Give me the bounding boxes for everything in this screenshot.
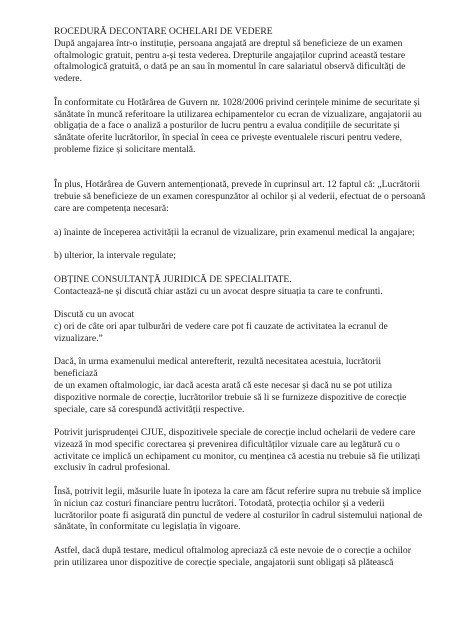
consultation-text: Contactează-ne și discută chiar astăzi cu un avocat despre situația ta care te confrunti. — [54, 285, 383, 297]
list-item-a: a) înainte de începerea activității la ecranul de vizualizare, prin examenul medical la angajare; — [54, 226, 415, 238]
eye-exam-paragraph: Dacă, în urma examenului medical anterefterit, rezultă necesitatea acestuia, lucrătorii beneficiază de un examen oftalmologic, iar dacă acesta arată că este necesar și dacă nu se pot utiliza dispozitive normale de corecție, lucrătorilor trebuie să li se furnizeze dispozitive de corecție speciale, care să corespundă activității respective. — [54, 356, 407, 415]
employer-obligation-paragraph: Astfel, dacă după testare, medicul oftalmolog apreciază că este nevoie de o corecție a ochilor prin utilizarea unor dispozitive de corecție speciale, angajatorii sunt obligați să plătească — [54, 545, 411, 568]
consultation-heading: OBȚINE CONSULTANȚĂ JURIDICĂ DE SPECIALITATE. — [54, 273, 292, 285]
legal-basis-paragraph: În conformitate cu Hotărârea de Guvern nr. 1028/2006 privind cerințele minime de securitate și sănătate în muncă referitoare la utilizarea echipamentelor cu ecran de vizualizare, angajatorii au obligația de a face o analiză a posturilor de lucru pentru a evalua condițiile de securitate și sănătate oferite lucrătorilor, în special în ceea ce privește eventualele riscuri pentru vedere, probleme fizice și solicitare mentală. — [54, 96, 422, 155]
list-item-c: c) ori de câte ori apar tulburări de vedere care pot fi cauzate de activitatea la ecranul de vizualizare.” — [54, 320, 388, 344]
spacer — [54, 415, 426, 427]
spacer — [54, 215, 426, 227]
document-page — [54, 26, 426, 569]
spacer — [54, 474, 426, 486]
discuss-lawyer-link[interactable]: Discută cu un avocat — [54, 309, 135, 321]
spacer — [54, 156, 426, 180]
spacer — [54, 85, 426, 97]
spacer — [54, 533, 426, 545]
intro-paragraph: După angajarea într-o instituție, persoana angajată are dreptul să beneficieze de un examen oftalmologic gratuit, pentru a-și testa vederea. Drepturile angajaților cuprind această testare oftalmologică gratuită, o dată pe an sau în momentul în care salariatul observă dificultăți de vedere. — [54, 37, 406, 85]
costs-paragraph: Însă, potrivit legii, măsurile luate în ipoteza la care am făcut referire supra nu trebuie să implice în niciun caz costuri financiare pentru lucrători. Totodată, protecția ochilor și a vederii lucrătorilor poate fi asigurată din punctul de vedere al costurilor în cadrul sistemului național de sănătate, în conformitate cu legislația în vigoare. — [54, 486, 423, 533]
cjue-paragraph: Potrivit jurisprudenței CJUE, dispozitivele speciale de corecție includ ochelarii de vedere care vizează în mod specific corectarea și prevenirea dificultăților vizuale care au legătură cu o activitate ce implică un echipament cu monitor, cu menținea că acestia nu trebuie să fie utilizați exclusiv în cadrul profesional. — [54, 427, 421, 474]
spacer — [54, 297, 426, 309]
list-item-b: b) ulterior, la intervale regulate; — [54, 250, 176, 262]
article-12-paragraph: În plus, Hotărârea de Guvern antemenționată, prevede în cuprinsul art. 12 faptul că: „Lucrătorii trebuie să beneficieze de un examen corespunzător al ochilor și al vederii, efectuat de o persoană care are competența necesară: — [54, 179, 426, 214]
spacer — [54, 345, 426, 357]
spacer — [54, 262, 426, 274]
document-title: ROCEDURĂ DECONTARE OCHELARI DE VEDERE — [54, 26, 273, 37]
spacer — [54, 238, 426, 250]
